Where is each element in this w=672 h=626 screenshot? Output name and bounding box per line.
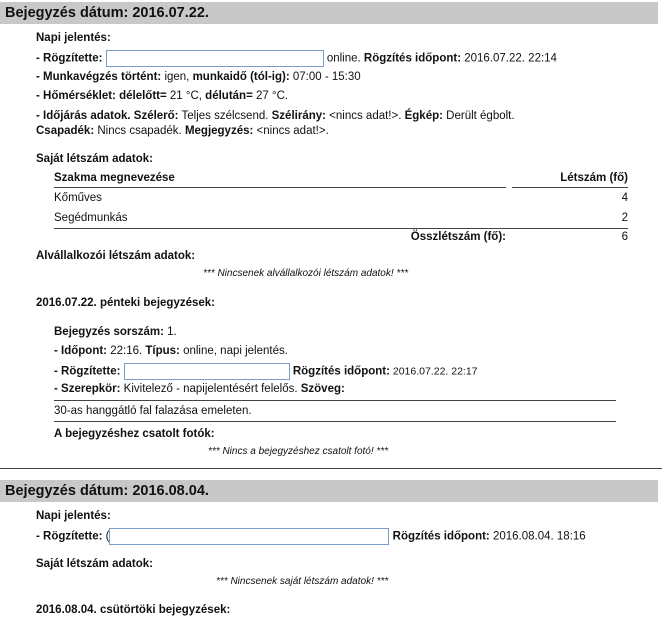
daily-entries-title: 2016.08.04. csütörtöki bejegyzések: bbox=[36, 604, 231, 616]
table-row-count: 2 bbox=[621, 212, 628, 224]
entry-header: Bejegyzés dátum: 2016.08.04. bbox=[0, 480, 658, 502]
csapadek-line bbox=[36, 125, 329, 137]
napi-jelentes-title: Napi jelentés: bbox=[36, 32, 111, 44]
table-row-name: Kőműves bbox=[54, 192, 102, 204]
tipus-value: online, napi jelentés. bbox=[179, 345, 288, 357]
csapadek-value: Nincs csapadék. bbox=[94, 125, 182, 137]
sorszam-line bbox=[54, 326, 177, 338]
rogzitette-line bbox=[36, 528, 586, 545]
idojaras-line bbox=[36, 110, 515, 122]
rogzitette-prefix: ( bbox=[102, 530, 110, 543]
szoveg-label: Szöveg: bbox=[297, 383, 345, 395]
homerseklet-de-value: 21 °C, bbox=[166, 90, 202, 102]
napi-jelentes-title: Napi jelentés: bbox=[36, 510, 111, 522]
redacted-name-field bbox=[124, 363, 290, 380]
szelirany-label: Szélirány: bbox=[268, 110, 326, 122]
rogzites-idopont-value: 2016.08.04. 18:16 bbox=[489, 530, 586, 543]
table-total-rule bbox=[54, 228, 628, 229]
szerepkor-value: Kivitelező - napijelentésért felelős. bbox=[120, 383, 298, 395]
munkaido-label: munkaidő (tól-ig): bbox=[189, 71, 290, 83]
munkaido-value: 07:00 - 15:30 bbox=[289, 71, 361, 83]
homerseklet-du-value: 27 °C. bbox=[252, 90, 289, 102]
rogzitette-suffix: online. bbox=[323, 52, 361, 65]
munka-label: - Munkavégzés történt: bbox=[36, 71, 162, 83]
rogzitette-label: - Rögzítette: bbox=[36, 52, 103, 65]
szerepkor-label: - Szerepkör: bbox=[54, 383, 121, 395]
tipus-label: Típus: bbox=[142, 345, 180, 357]
alvallalkozoi-note: *** Nincsenek alvállalkozói létszám adatok! *** bbox=[203, 268, 409, 279]
idopont-label: - Időpont: bbox=[54, 345, 108, 357]
table-total-label: Összlétszám (fő): bbox=[410, 231, 506, 243]
sajat-letszam-title: Saját létszám adatok: bbox=[36, 153, 153, 165]
sajat-letszam-note: *** Nincsenek saját létszám adatok! *** bbox=[216, 576, 389, 587]
sub-rogzitette-label: - Rögzítette: bbox=[54, 365, 121, 378]
homerseklet-du-label: délután= bbox=[201, 90, 253, 102]
table-header-szakma: Szakma megnevezése bbox=[54, 172, 175, 184]
szoveg-bottom-rule bbox=[54, 421, 616, 422]
egkep-value: Derült égbolt. bbox=[442, 110, 515, 122]
homerseklet-line bbox=[36, 90, 288, 102]
table-row-name: Segédmunkás bbox=[54, 212, 128, 224]
rogzitette-line bbox=[36, 50, 557, 67]
szoveg-text: 30-as hanggátló fal falazása emeleten. bbox=[54, 405, 252, 417]
table-row-count: 4 bbox=[621, 192, 628, 204]
sorszam-label: Bejegyzés sorszám: bbox=[54, 326, 164, 338]
table-total-value: 6 bbox=[621, 231, 628, 243]
rogzitette-label: - Rögzítette: bbox=[36, 530, 103, 543]
sub-rogzites-idopont-label: Rögzítés időpont: bbox=[289, 365, 390, 378]
table-header-letszam: Létszám (fő) bbox=[560, 172, 628, 184]
entry-separator bbox=[0, 468, 662, 469]
homerseklet-label: - Hőmérséklet: délelőtt= bbox=[36, 90, 167, 102]
rogzites-idopont-label: Rögzítés időpont: bbox=[389, 530, 490, 543]
sorszam-value: 1. bbox=[163, 326, 177, 338]
rogzites-idopont-value: 2016.07.22. 22:14 bbox=[461, 52, 557, 65]
idopont-line bbox=[54, 345, 288, 357]
daily-entries-title: 2016.07.22. pénteki bejegyzések: bbox=[36, 297, 215, 309]
szerepkor-line bbox=[54, 383, 345, 395]
megjegyzes-label: Megjegyzés: bbox=[181, 125, 254, 137]
csapadek-label: Csapadék: bbox=[36, 125, 95, 137]
egkep-label: Égkép: bbox=[401, 110, 443, 122]
szelero-value: Teljes szélcsend. bbox=[178, 110, 269, 122]
sub-rogzitette-line bbox=[54, 363, 478, 380]
fotok-title: A bejegyzéshez csatolt fotók: bbox=[54, 428, 215, 440]
entry-header: Bejegyzés dátum: 2016.07.22. bbox=[0, 2, 658, 24]
redacted-name-field bbox=[106, 50, 324, 67]
szoveg-top-rule bbox=[54, 400, 616, 401]
megjegyzes-value: <nincs adat!>. bbox=[253, 125, 329, 137]
munka-value: igen, bbox=[161, 71, 190, 83]
sajat-letszam-title: Saját létszám adatok: bbox=[36, 558, 153, 570]
alvallalkozoi-title: Alvállalkozói létszám adatok: bbox=[36, 250, 196, 262]
sub-rogzites-idopont-value: 2016.07.22. 22:17 bbox=[389, 365, 478, 378]
rogzites-idopont-label: Rögzítés időpont: bbox=[360, 52, 462, 65]
table-header-rule bbox=[54, 187, 506, 188]
munkavegzes-line bbox=[36, 71, 361, 83]
redacted-name-field bbox=[109, 528, 389, 545]
idopont-value: 22:16. bbox=[107, 345, 143, 357]
szelirany-value: <nincs adat!>. bbox=[325, 110, 402, 122]
fotok-note: *** Nincs a bejegyzéshez csatolt fotó! *** bbox=[208, 446, 389, 457]
table-header-rule-right bbox=[512, 187, 628, 188]
idojaras-label: - Időjárás adatok. Szélerő: bbox=[36, 110, 179, 122]
